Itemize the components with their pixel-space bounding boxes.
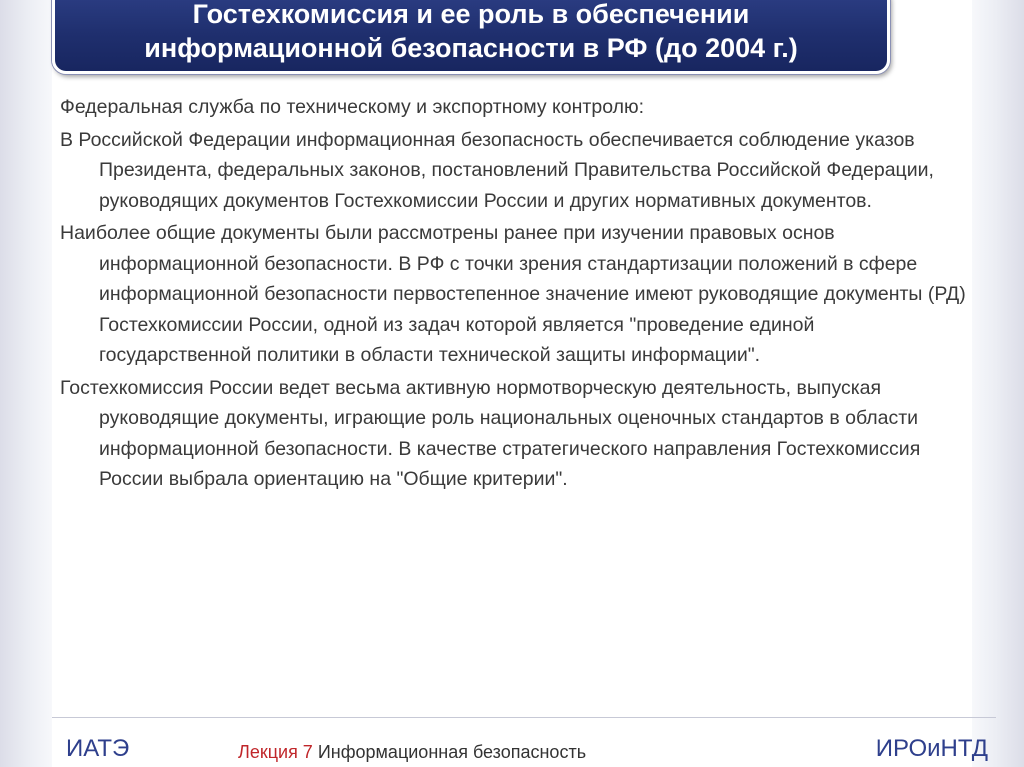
footer-department-name: ИРОиНТД [875, 735, 988, 762]
body-paragraph-3: Гостехкомиссия России ведет весьма активную нормотворческую деятельность, выпуская руководящие документы, играющие роль национальных оценочных стандартов в области информационной безопасности. В качестве стратегического направления Гостехкомиссия России выбрала ориентацию на "Общие критерии". [60, 376, 921, 490]
footer-course-name: Информационная безопасность [317, 742, 587, 762]
lead-paragraph: Федеральная служба по техническому и экспортному контролю: [60, 96, 645, 118]
slide-body [60, 92, 972, 497]
footer-lecture-info [238, 742, 586, 763]
footer-divider [52, 717, 996, 718]
left-side-stripe [0, 0, 52, 767]
body-paragraph-2: Наиболее общие документы были рассмотрены ранее при изучении правовых основ информационной безопасности. В РФ с точки зрения стандартизации положений в сфере информационной безопасности первостепенное значение имеют руководящие документы (РД) Гостехкомиссии России, одной из задач которой является "проведение единой государственной политики в области технической защиты информации". [60, 222, 966, 366]
body-paragraph-1: В Российской Федерации информационная безопасность обеспечивается соблюдение указов Президента, федеральных законов, постановлений Правительства Российской Федерации, руководящих документов Гостехкомиссии России и других нормативных документов. [60, 128, 934, 212]
slide-title-line-2: информационной безопасности в РФ (до 2004 г.) [144, 33, 798, 63]
footer-lecture-number: Лекция 7 [238, 742, 313, 762]
slide-title-banner [52, 0, 890, 74]
right-side-stripe [972, 0, 1024, 767]
footer-institute-name: ИАТЭ [66, 735, 130, 762]
slide-title-line-1: Гостехкомиссия и ее роль в обеспечении [192, 0, 750, 29]
